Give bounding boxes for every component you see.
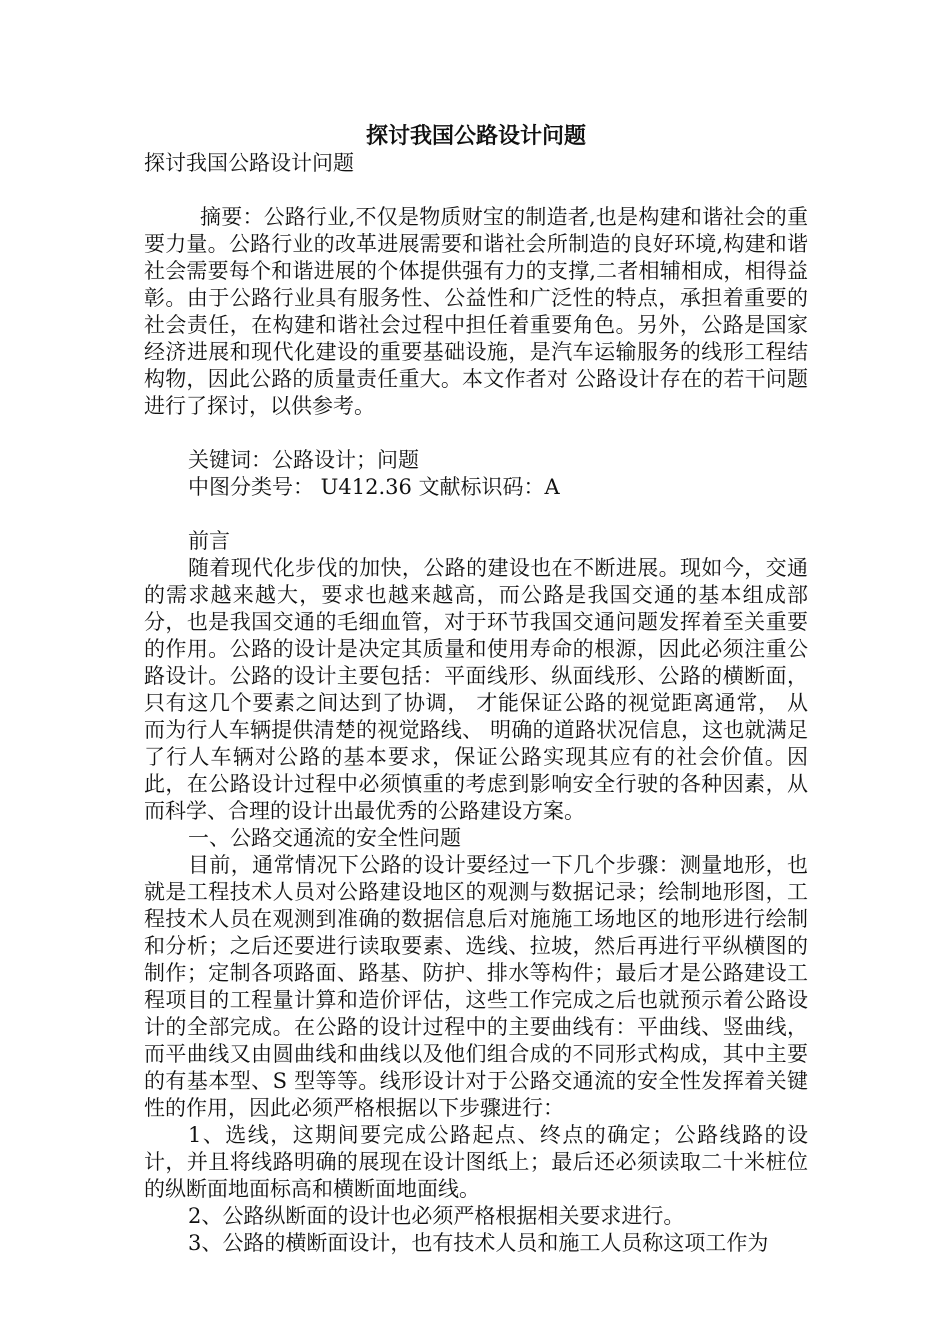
document-title: 探讨我国公路设计问题: [365, 123, 586, 149]
document-subtitle: 探讨我国公路设计问题: [144, 151, 354, 175]
preface-paragraph: 随着现代化步伐的加快，公路的建设也在不断进展。现如今，交通的需求越来越大，要求也越来越高，而公路是我国交通的基本组成部分，也是我国交通的毛细血管，对于环节我国交通问题发挥着至关重要的作用。公路的设计是决定其质量和使用寿命的根源，因此必须注重公路设计。公路的设计主要包括：平面线形、纵面线形、公路的横断面，只有这几个要素之间达到了协调， 才能保证公路的视觉距离通常， 从而为行人车辆提供清楚的视觉路线、 明确的道路状况信息，这也就满足了行人车辆对公路的基本要求，保证公路实现其应有的社会价值。因此，在公路设计过程中必须慎重的考虑到影响安全行驶的各种因素，从而科学、合理的设计出最优秀的公路建设方案。: [144, 556, 808, 823]
document-body: [144, 122, 808, 1257]
spacer: [144, 177, 808, 204]
list-item-2: 2、公路纵断面的设计也必须严格根据相关要求进行。: [188, 1204, 685, 1228]
spacer: [144, 420, 808, 447]
list-item-3: 3、公路的横断面设计，也有技术人员和施工人员称这项工作为: [188, 1231, 769, 1255]
spacer: [144, 501, 808, 528]
preface-heading: 前言: [188, 529, 230, 553]
abstract-paragraph: 摘要：公路行业,不仅是物质财宝的制造者,也是构建和谐社会的重要力量。公路行业的改革进展需要和谐社会所制造的良好环境,构建和谐社会需要每个和谐进展的个体提供强有力的支撑,二者相辅相成，相得益彰。由于公路行业具有服务性、公益性和广泛性的特点，承担着重要的社会责任，在构建和谐社会过程中担任着重要角色。另外，公路是国家经济进展和现代化建设的重要基础设施，是汽车运输服务的线形工程结构物，因此公路的质量责任重大。本文作者对 公路设计存在的若干问题进行了探讨，以供参考。: [144, 205, 808, 418]
keywords-line: 关键词：公路设计；问题: [188, 448, 419, 472]
list-item-1: 1、选线，这期间要完成公路起点、终点的确定；公路线路的设计，并且将线路明确的展现在设计图纸上；最后还必须读取二十米桩位的纵断面地面标高和横断面地面线。: [144, 1123, 808, 1201]
section-1-heading: 一、公路交通流的安全性问题: [188, 826, 461, 850]
section-1-paragraph: 目前，通常情况下公路的设计要经过一下几个步骤：测量地形，也就是工程技术人员对公路建设地区的观测与数据记录；绘制地形图，工程技术人员在观测到准确的数据信息后对施施工场地区的地形进行绘制和分析；之后还要进行读取要素、选线、拉坡，然后再进行平纵横图的制作；定制各项路面、路基、防护、排水等构件；最后才是公路建设工程项目的工程量计算和造价评估，这些工作完成之后也就预示着公路设计的全部完成。在公路的设计过程中的主要曲线有：平曲线、竖曲线，而平曲线又由圆曲线和曲线以及他们组合成的不同形式构成，其中主要的有基本型、S 型等等。线形设计对于公路交通流的安全性发挥着关键性的作用，因此必须严格根据以下步骤进行：: [144, 853, 808, 1120]
classification-line: 中图分类号： U412.36 文献标识码：A: [188, 475, 560, 499]
